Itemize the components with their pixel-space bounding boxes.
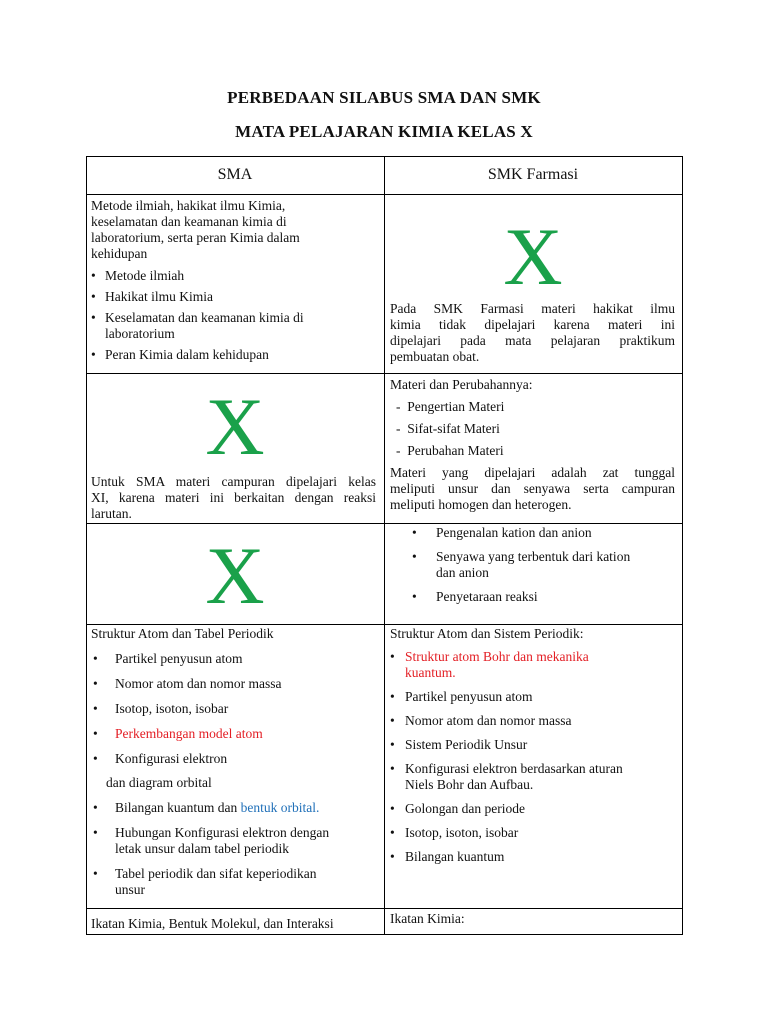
list-item-continuation: dan anion [436,565,489,580]
list-item: - Sifat-sifat Materi [396,421,500,436]
row5-sma-cell: Ikatan Kimia, Bentuk Molekul, dan Interaksi [91,916,334,931]
row4-smk-cell [390,626,678,865]
page-subtitle: MATA PELAJARAN KIMIA KELAS X [235,122,533,141]
list-item: • Pengenalan kation dan anion [412,525,592,540]
list-item: • Keselamatan dan keamanan kimia di [91,310,304,325]
list-item: • Sistem Periodik Unsur [390,737,528,752]
header-smk: SMK Farmasi [487,166,579,183]
list-item-continuation: Niels Bohr dan Aufbau. [405,777,534,792]
list-item-continuation: laboratorium [105,326,175,341]
row4-sma-title: Struktur Atom dan Tabel Periodik [91,626,274,641]
row-divider [86,194,683,195]
row2-sma-note: Untuk SMA materi campuran dipelajari kelas XI, karena materi ini berkaitan dengan reaksi larutan. [91,474,376,521]
list-item: • Bilangan kuantum [390,849,505,864]
list-item: • Peran Kimia dalam kehidupan [91,347,269,362]
row1-sma-intro-line: Metode ilmiah, hakikat ilmu Kimia, [91,198,286,213]
row2-smk-title: Materi dan Perubahannya: [390,377,533,392]
list-item: • Nomor atom dan nomor massa [93,676,282,691]
list-item: - Pengertian Materi [396,399,505,414]
table-border-right [682,156,683,935]
list-item: • Konfigurasi elektron [93,751,228,766]
row4-smk-title: Struktur Atom dan Sistem Periodik: [390,626,584,641]
list-item-continuation: dan diagram orbital [106,775,212,790]
list-item-continuation: kuantum. [405,665,456,680]
list-item: • Bilangan kuantum dan bentuk orbital. [93,800,320,815]
row1-sma-intro-line: keselamatan dan keamanan kimia di [91,214,287,229]
list-item: • Tabel periodik dan sifat keperiodikan [93,866,317,881]
list-item: • Perkembangan model atom [93,726,263,741]
list-item: • Partikel penyusun atom [390,689,533,704]
syllabus-table [86,156,683,935]
table-border-bottom [86,934,683,935]
row1-sma-intro-line: laboratorium, serta peran Kimia dalam [91,230,300,245]
row4-sma-cell [91,626,381,898]
list-item-continuation: letak unsur dalam tabel periodik [115,841,289,856]
row-divider [86,624,683,625]
row3-smk-cell [412,525,677,605]
list-item: • Nomor atom dan nomor massa [390,713,572,728]
list-item: • Hubungan Konfigurasi elektron dengan [93,825,330,840]
list-item: • Golongan dan periode [390,801,525,816]
list-item: • Isotop, isoton, isobar [390,825,519,840]
list-item: - Perubahan Materi [396,443,504,458]
list-item: • Senyawa yang terbentuk dari kation [412,549,631,564]
row1-smk-note: Pada SMK Farmasi materi hakikat ilmu kimia tidak dipelajari karena materi ini dipelajari pada mata pelajaran praktikum pembuatan obat. [390,301,675,364]
row2-smk-cell: Materi dan Perubahannya: - Pengertian Materi - Sifat-sifat Materi - Perubahan Materi Materi yang dipelajari adalah zat tunggal meliputi unsur dan senyawa serta campuran meliputi homogen dan heterogen. [390,377,675,512]
row-divider [86,373,683,374]
list-item: • Isotop, isoton, isobar [93,701,229,716]
list-item: • Metode ilmiah [91,268,185,283]
list-item: • Konfigurasi elektron berdasarkan aturan [390,761,623,776]
row1-sma-cell [91,198,379,363]
list-item-continuation: unsur [115,882,145,897]
row-divider [86,523,683,524]
table-border-top [86,156,683,157]
header-sma: SMA [217,166,253,183]
not-taught-mark: X [503,211,563,302]
list-item: • Hakikat ilmu Kimia [91,289,213,304]
list-item: • Partikel penyusun atom [93,651,243,666]
not-taught-mark: X [205,381,265,472]
row5-smk-cell: Ikatan Kimia: [390,911,465,926]
row-divider [86,908,683,909]
list-item: • Penyetaraan reaksi [412,589,538,604]
list-item: • Struktur atom Bohr dan mekanika [390,649,589,664]
page-title: PERBEDAAN SILABUS SMA DAN SMK [227,88,541,107]
not-taught-mark: X [205,530,265,621]
row1-sma-intro-line: kehidupan [91,246,148,261]
